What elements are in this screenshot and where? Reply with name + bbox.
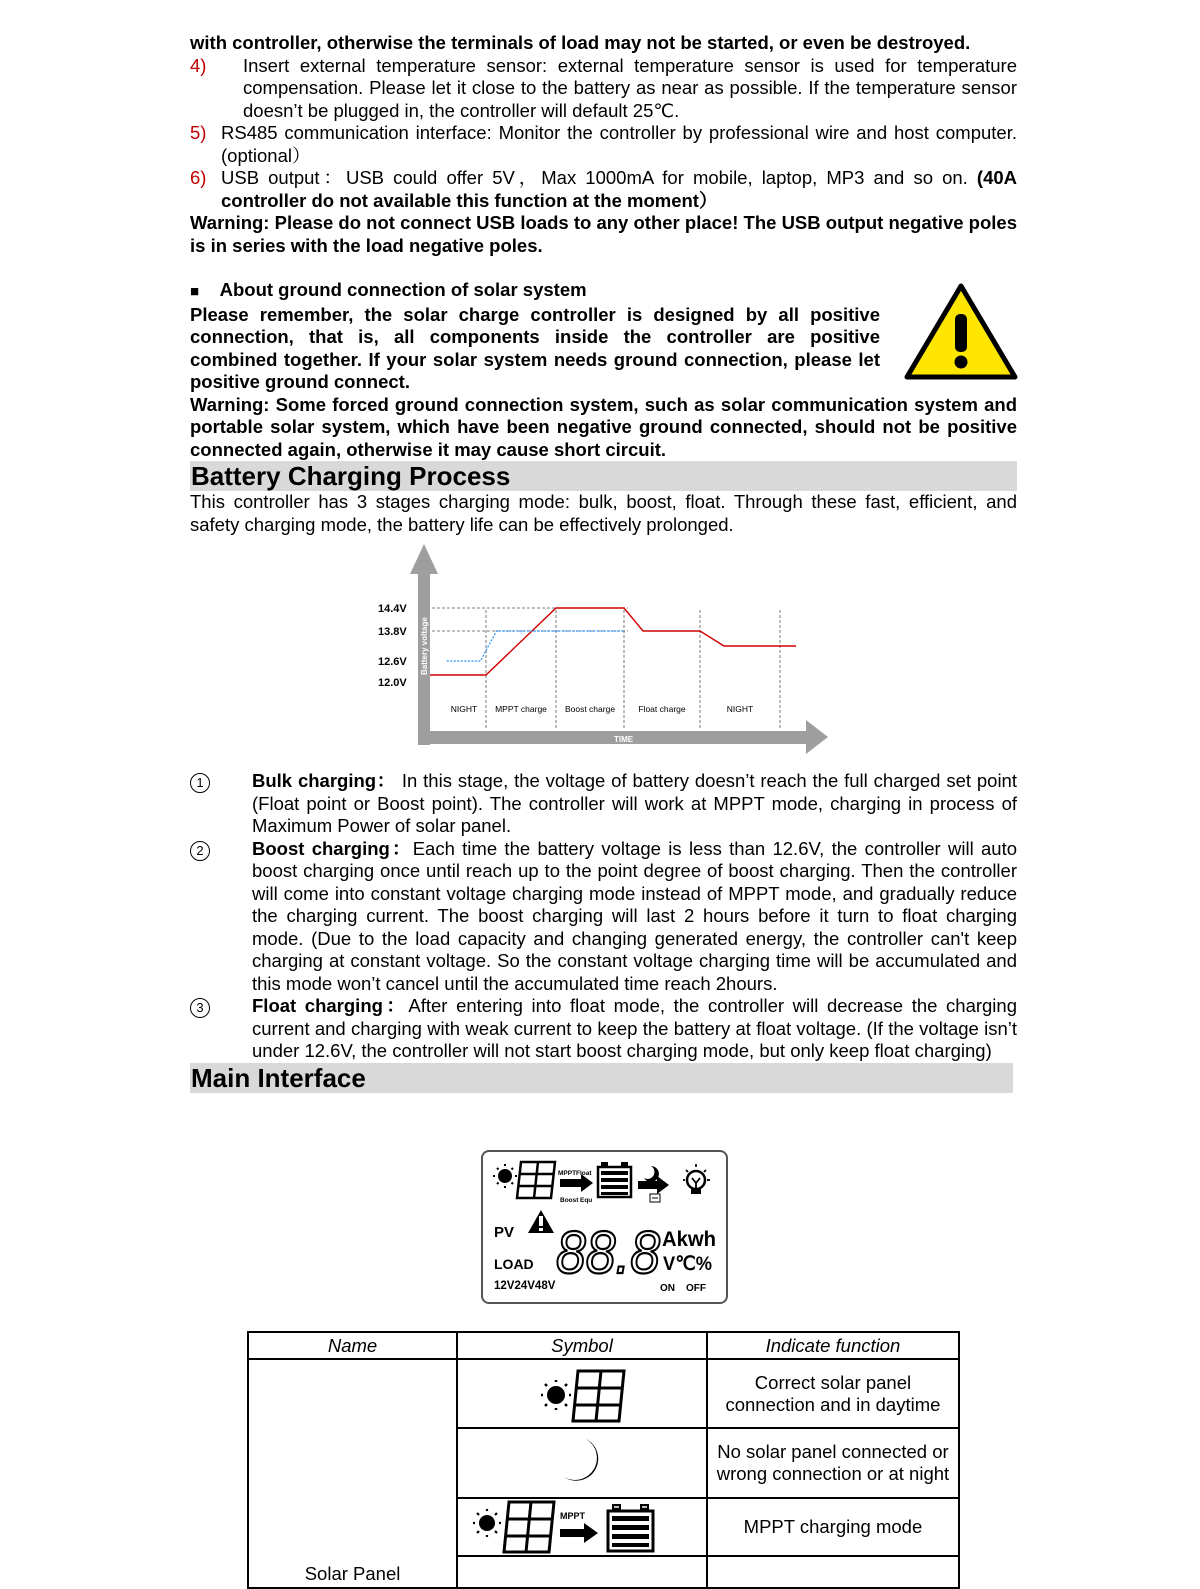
charging-chart: [360, 540, 840, 765]
lcd-boost: Boost: [560, 1197, 579, 1204]
stage-label: Float charge: [638, 704, 686, 714]
col-header: Name: [248, 1332, 457, 1359]
lcd-mppt: MPPT: [558, 1170, 577, 1177]
lcd-pv: PV: [494, 1224, 515, 1241]
lcd-float: Float: [576, 1170, 592, 1177]
y-tick-label: 13.8V: [378, 626, 407, 638]
x-axis-label: TIME: [614, 735, 634, 744]
lcd-volts: 12V24V48V: [494, 1280, 556, 1292]
list-item: 3 Float charging：After entering into float mode, the controller will decrease the charging current and charging with weak current to keep the battery at float voltage. (If the voltage isn’t under 12.6V, the controller will not start boost charging mode, but only keep float charging): [190, 995, 1017, 1063]
lcd-unit-v: V℃%: [663, 1254, 713, 1275]
group-name-cell: Solar Panel: [248, 1359, 457, 1588]
intro-line: with controller, otherwise the terminals of load may not be started, or even be destroyed.: [190, 32, 971, 53]
list-item: 4) Insert external temperature sensor: external temperature sensor is used for temperature compensation. Please let it close to the battery as near as possible. If the temperature sensor doesn’t be plugged in, the controller will default 25℃.: [190, 54, 1017, 121]
ground-body: Please remember, the solar charge controller is designed by all positive connection, that is, all components inside the controller are positive combined together. If your solar system needs ground connection, please let positive ground connect.: [190, 303, 880, 392]
list-item: 2 Boost charging：Each time the battery voltage is less than 12.6V, the controller will auto boost charging once until reach up to the point degree of boost charging. Then the controller will come into constant voltage charging mode instead of MPPT mode, and gradually reduce the charging current. The boost charging will last 2 hours before it turn to float charging mode. (Due to the load capacity and changing generated energy, the controller can't keep charging at constant voltage. So the constant voltage charging time will be accumulated and this mode won’t cancel until the accumulated time reach 2hours.: [190, 838, 1017, 996]
list-item: 5) RS485 communication interface: Monitor the controller by professional wire and host computer. (optional）: [190, 122, 1017, 166]
stage-label: MPPT charge: [495, 704, 547, 714]
bulb-icon: [683, 1164, 710, 1194]
moon-icon: [644, 1166, 659, 1182]
moon-icon: [552, 1433, 612, 1493]
y-tick-label: 14.4V: [378, 603, 407, 615]
series-line: [447, 631, 624, 661]
function-cell: No solar panel connected or wrong connection or at night: [707, 1428, 959, 1498]
section-heading-charging: Battery Charging Process: [190, 461, 1017, 491]
sun-icon: [493, 1164, 517, 1188]
function-cell: Correct solar panel connection and in daytime: [707, 1359, 959, 1428]
warning-triangle-icon: [903, 282, 1019, 382]
stage-label: Boost charge: [564, 704, 616, 714]
usb-warning: Warning: Please do not connect USB loads to any other place! The USB output negative poles is in series with the load negative poles.: [190, 212, 1017, 256]
y-axis-label: Battery voltage: [420, 617, 429, 675]
ground-warning: Warning: Some forced ground connection system, such as solar communication system and portable solar system, which have been negative ground connected, should not be positive connected again, otherwise it may cause short circuit.: [190, 393, 1017, 460]
lcd-equ: Equ: [580, 1197, 593, 1204]
mppt-label: MPPT: [559, 1511, 585, 1521]
stage-label: NIGHT: [726, 704, 754, 714]
symbol-table: [247, 1331, 960, 1589]
lcd-load: LOAD: [494, 1256, 534, 1272]
small-load-icon: [650, 1194, 660, 1202]
list-item: 6) USB output：USB could offer 5V，Max 1000mA for mobile, laptop, MP3 and so on. (40A controller do not available this function at the moment）: [190, 167, 1018, 211]
ground-heading: ■ About ground connection of solar system: [190, 279, 587, 300]
warning-icon: [528, 1210, 554, 1233]
y-tick-label: 12.6V: [378, 656, 407, 668]
list-item: 1 Bulk charging： In this stage, the voltage of battery doesn’t reach the full charged set point (Float point or Boost point). The controller will work at MPPT mode, charging in process of Maximum Power of solar panel.: [190, 770, 1017, 838]
table-row: [248, 1359, 959, 1428]
battery-icon: [598, 1162, 631, 1197]
lcd-display: [481, 1150, 728, 1304]
y-tick-label: 12.0V: [378, 677, 407, 689]
function-cell: MPPT charging mode: [707, 1498, 959, 1556]
series-line: [430, 608, 796, 675]
lcd-unit-akwh: Akwh: [662, 1228, 716, 1251]
stage-label: NIGHT: [450, 704, 478, 714]
col-header: Indicate function: [707, 1332, 959, 1359]
mppt-charge-icon: [472, 1499, 692, 1555]
solar-panel-icon: [517, 1162, 555, 1198]
sun-panel-icon: [532, 1365, 632, 1425]
lcd-off: OFF: [686, 1283, 706, 1294]
charging-intro: This controller has 3 stages charging mode: bulk, boost, float. Through these fast, efficient, and safety charging mode, the battery life can be effectively prolonged.: [190, 491, 1017, 535]
section-heading-main-interface: Main Interface: [190, 1063, 1013, 1093]
table-header-row: [248, 1332, 959, 1359]
lcd-on: ON: [660, 1283, 675, 1294]
col-header: Symbol: [457, 1332, 707, 1359]
lcd-digits: 88.8: [556, 1219, 661, 1286]
